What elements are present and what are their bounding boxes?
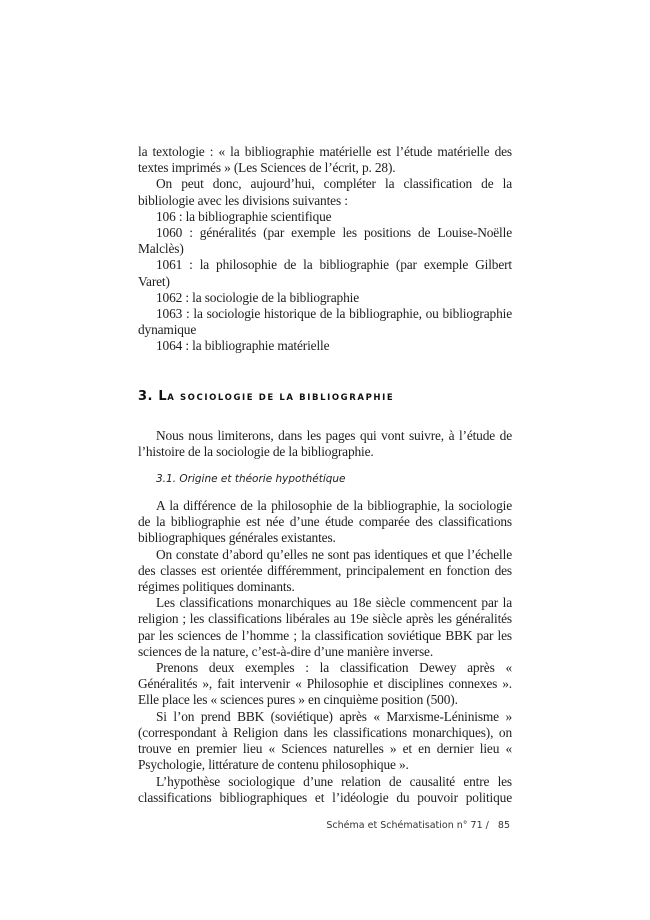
page-footer: Schéma et Schématisation n° 71 / 85 bbox=[326, 819, 510, 831]
paragraph: la textologie : « la bibliographie matérielle est l’étude matérielle des textes imprimés » (Les Sciences de l’écrit, p. 28). bbox=[138, 144, 512, 176]
paragraph: Nous nous limiterons, dans les pages qui vont suivre, à l’étude de l’histoire de la sociologie de la bibliographie. bbox=[138, 427, 512, 459]
section-heading bbox=[138, 389, 512, 406]
paragraph: Prenons deux exemples : la classification Dewey après « Généralités », fait intervenir « Philosophie et disciplines connexes ». Elle place les « sciences pures » en cinquième position (500). bbox=[138, 660, 512, 708]
section-intro-block bbox=[138, 428, 512, 460]
list-item: 1061 : la philosophie de la bibliographie (par exemple Gilbert Varet) bbox=[138, 257, 512, 289]
list-item: 1063 : la sociologie historique de la bibliographie, ou bibliographie dynamique bbox=[138, 306, 512, 338]
section-initial: L bbox=[158, 388, 168, 404]
section-title: A SOCIOLOGIE DE LA BIBLIOGRAPHIE bbox=[167, 392, 395, 403]
paragraph: On constate d’abord qu’elles ne sont pas identiques et que l’échelle des classes est orientée différemment, principalement en fonction des régimes politiques dominants. bbox=[138, 546, 512, 595]
subsection-heading: 3.1. Origine et théorie hypothétique bbox=[156, 473, 346, 486]
paragraph: L’hypothèse sociologique d’une relation de causalité entre les classifications bibliographiques et l’idéologie du pouvoir politique bbox=[138, 773, 512, 805]
list-item: 106 : la bibliographie scientifique bbox=[156, 208, 332, 224]
page-column bbox=[138, 0, 512, 872]
top-text-block bbox=[138, 144, 512, 355]
section-number: 3. bbox=[138, 388, 153, 404]
body-text-block bbox=[138, 498, 512, 806]
list-item: 1064 : la bibliographie matérielle bbox=[156, 338, 330, 354]
paragraph: Les classifications monarchiques au 18e siècle commencent par la religion ; les classifications libérales au 19e siècle après les généralités par les sciences de l’homme ; la classification soviétique BBK par les sciences de la nature, c’est-à-dire d’une manière inverse. bbox=[138, 595, 512, 659]
paragraph: On peut donc, aujourd’hui, compléter la classification de la bibliologie avec les divisions suivantes : bbox=[138, 176, 512, 208]
list-item: 1062 : la sociologie de la bibliographie bbox=[156, 289, 359, 305]
list-item: 1060 : généralités (par exemple les positions de Louise-Noëlle Malclès) bbox=[138, 225, 512, 257]
paragraph: A la différence de la philosophie de la bibliographie, la sociologie de la bibliographie est née d’une étude comparée des classifications bibliographiques générales existantes. bbox=[138, 498, 512, 546]
paragraph: Si l’on prend BBK (soviétique) après « Marxisme-Léninisme » (correspondant à Religion dans les classifications monarchiques), on trouve en premier lieu « Sciences naturelles » et en dernier lieu « Psychologie, littérature de contenu philosophique ». bbox=[138, 708, 512, 773]
